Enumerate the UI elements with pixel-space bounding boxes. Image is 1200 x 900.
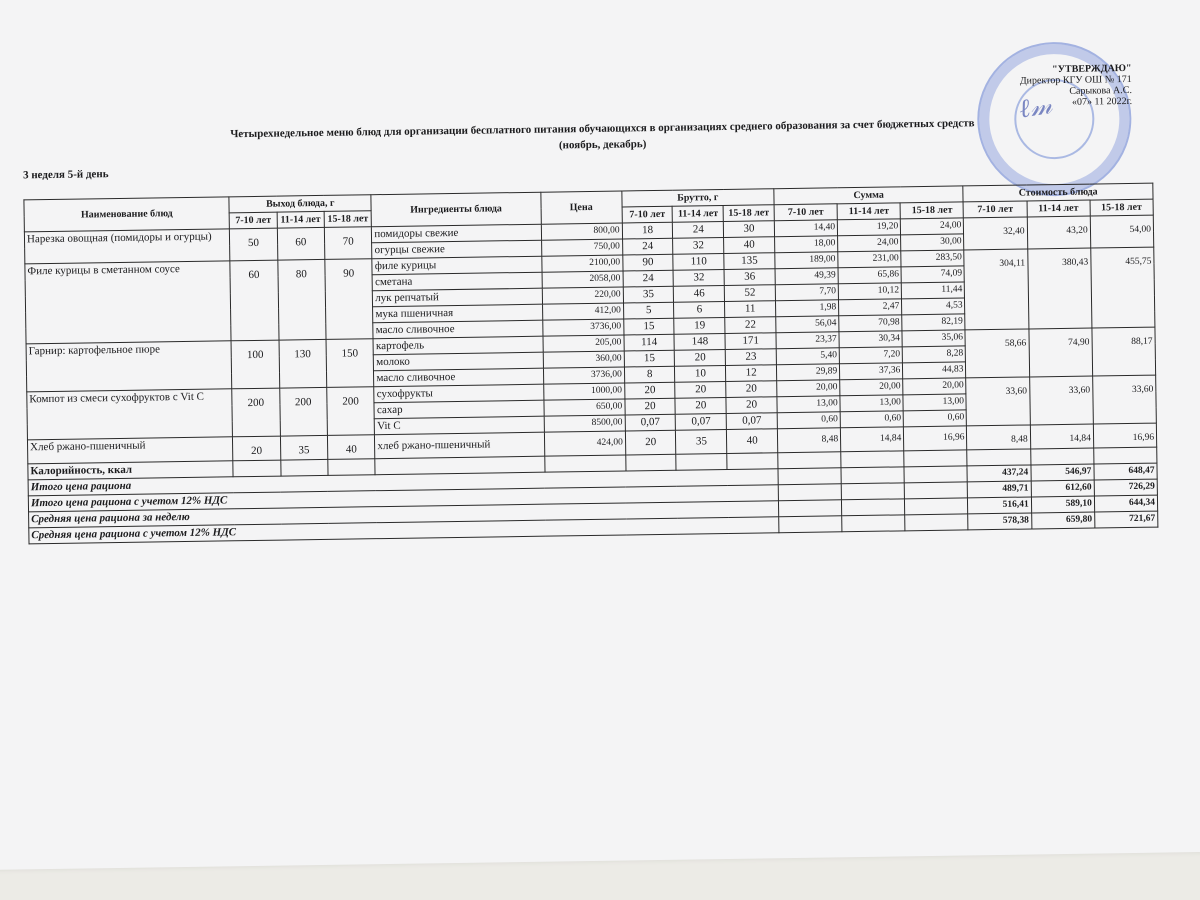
- ingredient-sum: 82,19: [902, 314, 965, 331]
- ingredient-sum: 24,00: [838, 235, 901, 252]
- ingredient-sum: 0,60: [903, 410, 966, 427]
- ingredient-name: масло сливочное: [373, 320, 542, 339]
- ingredient-sum: 189,00: [775, 252, 838, 269]
- total-value: 721,67: [1094, 511, 1157, 528]
- ingredient-price: 412,00: [542, 303, 623, 320]
- empty-cell: [841, 467, 904, 484]
- ingredient-brutto: 135: [724, 253, 775, 270]
- title-line-2: (ноябрь, декабрь): [558, 138, 647, 152]
- ingredient-brutto: 148: [674, 333, 725, 350]
- dish-cost: 8,48: [967, 425, 1031, 450]
- approval-block: [972, 63, 1133, 109]
- ingredient-brutto: 8: [624, 366, 675, 383]
- ingredient-brutto: 20: [675, 349, 726, 366]
- ingredient-sum: 20,00: [903, 378, 966, 395]
- week-label: 3 неделя 5-й день: [22, 168, 109, 182]
- total-value: 648,47: [1094, 463, 1157, 480]
- header-age: 7-10 лет: [229, 212, 277, 229]
- calories-label: Калорийность, ккал: [28, 461, 233, 480]
- ingredient-sum: 8,28: [902, 346, 965, 363]
- ingredient-brutto: 52: [724, 285, 775, 302]
- total-label: Средняя цена рациона за неделю: [29, 501, 779, 528]
- table-body: [24, 215, 1158, 544]
- ingredient-brutto: 22: [725, 317, 776, 334]
- ingredient-brutto: 0,07: [676, 413, 727, 430]
- dish-yield: 100: [231, 340, 279, 389]
- total-value: 489,71: [968, 481, 1031, 498]
- empty-cell: [778, 500, 841, 517]
- ingredient-brutto: 24: [622, 238, 673, 255]
- ingredient-name: сухофрукты: [374, 384, 543, 403]
- header-age: 7-10 лет: [622, 206, 673, 223]
- dish-yield: 90: [325, 259, 374, 340]
- ingredient-brutto: 18: [622, 222, 673, 239]
- signature: ℓ𝓂: [1016, 90, 1055, 125]
- header-age: 7-10 лет: [774, 204, 837, 221]
- dish-yield: 200: [232, 388, 280, 437]
- dish-name: Гарнир: картофельное пюре: [26, 341, 232, 392]
- header-age: 15-18 лет: [324, 211, 372, 228]
- ingredient-price: 650,00: [543, 399, 624, 416]
- header-yield: Выход блюда, г: [229, 195, 371, 213]
- dish-cost: 14,84: [1030, 424, 1094, 449]
- ingredient-sum: 18,00: [775, 236, 838, 253]
- empty-cell: [779, 516, 842, 533]
- ingredient-name: лук репчатый: [373, 288, 542, 307]
- ingredient-brutto: 10: [675, 365, 726, 382]
- dish-cost: 58,66: [965, 329, 1029, 378]
- ingredient-price: 3736,00: [542, 319, 623, 336]
- dish-name: Нарезка овощная (помидоры и огурцы): [24, 229, 230, 264]
- ingredient-sum: 16,96: [904, 426, 968, 451]
- ingredient-sum: 30,00: [901, 234, 964, 251]
- ingredient-sum: 30,34: [839, 331, 902, 348]
- dish-yield: 70: [324, 227, 372, 260]
- ingredient-brutto: 36: [724, 269, 775, 286]
- ingredient-price: 8500,00: [544, 415, 625, 432]
- ingredient-sum: 5,40: [776, 348, 839, 365]
- empty-cell: [328, 459, 376, 476]
- empty-cell: [905, 514, 968, 531]
- dish-cost: 380,43: [1027, 248, 1091, 329]
- ingredient-brutto: 15: [623, 318, 674, 335]
- empty-cell: [778, 484, 841, 501]
- total-value: 726,29: [1094, 479, 1157, 496]
- empty-cell: [625, 454, 676, 471]
- total-value: 516,41: [968, 497, 1031, 514]
- ingredient-sum: 70,98: [839, 315, 902, 332]
- ingredient-brutto: 40: [724, 237, 775, 254]
- header-age: 15-18 лет: [900, 202, 963, 219]
- total-label: Средняя цена рациона с учетом 12% НДС: [29, 517, 779, 544]
- dish-name: Компот из смеси сухофруктов с Vit C: [27, 389, 233, 440]
- dish-yield: 130: [279, 339, 327, 388]
- header-dish: Наименование блюд: [24, 197, 230, 232]
- ingredient-brutto: 12: [726, 365, 777, 382]
- ingredient-brutto: 6: [674, 301, 725, 318]
- ingredient-price: 205,00: [543, 335, 624, 352]
- ingredient-brutto: 110: [673, 253, 724, 270]
- header-age: 15-18 лет: [723, 205, 774, 222]
- ingredient-sum: 0,60: [777, 412, 840, 429]
- header-cost: Стоимость блюда: [963, 183, 1153, 202]
- dish-name: Филе курицы в сметанном соусе: [25, 261, 231, 344]
- ingredient-brutto: 19: [674, 317, 725, 334]
- ingredient-name: помидоры свежие: [372, 224, 541, 243]
- ingredient-sum: 13,00: [903, 394, 966, 411]
- header-age: 11-14 лет: [1027, 200, 1090, 217]
- ingredient-brutto: 20: [624, 382, 675, 399]
- ingredient-price: 2100,00: [541, 255, 622, 272]
- ingredient-sum: 4,53: [902, 298, 965, 315]
- ingredient-brutto: 0,07: [625, 414, 676, 431]
- dish-cost: 33,60: [966, 377, 1030, 426]
- header-age: 15-18 лет: [1090, 199, 1153, 216]
- header-age: 11-14 лет: [277, 211, 325, 228]
- ingredient-brutto: 114: [624, 334, 675, 351]
- ingredient-brutto: 5: [623, 302, 674, 319]
- ingredient-price: 2058,00: [542, 271, 623, 288]
- ingredient-sum: 283,50: [901, 250, 964, 267]
- empty-cell: [904, 450, 967, 467]
- title-line-1: Четырехнедельное меню блюд для организации бесплатного питания обучающихся в организациях среднего образования за счет бюджетных средств: [230, 117, 975, 141]
- ingredient-brutto: 46: [674, 285, 725, 302]
- empty-cell: [905, 498, 968, 515]
- ingredient-price: 750,00: [541, 239, 622, 256]
- ingredient-brutto: 32: [673, 237, 724, 254]
- ingredient-brutto: 20: [625, 398, 676, 415]
- ingredient-sum: 0,60: [840, 411, 903, 428]
- ingredient-sum: 44,83: [903, 362, 966, 379]
- dish-yield: 200: [327, 387, 375, 436]
- ingredient-name: масло сливочное: [374, 368, 543, 387]
- dish-yield: 35: [280, 435, 328, 460]
- ingredient-sum: 56,04: [776, 316, 839, 333]
- ingredient-brutto: 23: [725, 349, 776, 366]
- total-value: 589,10: [1031, 496, 1094, 513]
- header-age: 7-10 лет: [964, 201, 1027, 218]
- total-value: 546,97: [1031, 464, 1094, 481]
- total-value: 578,38: [968, 513, 1031, 530]
- ingredient-sum: 13,00: [777, 396, 840, 413]
- approval-director: Директор КГУ ОШ № 171: [1019, 73, 1132, 87]
- dish-cost: 33,60: [1092, 375, 1156, 424]
- ingredient-name: огурцы свежие: [372, 240, 541, 259]
- ingredient-sum: 14,84: [841, 427, 905, 452]
- ingredient-brutto: 11: [725, 301, 776, 318]
- dish-cost: 455,75: [1091, 247, 1155, 328]
- ingredient-name: хлеб ржано-пшеничный: [375, 432, 545, 459]
- ingredient-name: филе курицы: [372, 256, 541, 275]
- dish-cost: 32,40: [964, 217, 1028, 250]
- ingredient-brutto: 35: [676, 429, 727, 454]
- ingredient-sum: 37,36: [840, 363, 903, 380]
- ingredient-brutto: 30: [724, 221, 775, 238]
- ingredient-sum: 7,20: [839, 347, 902, 364]
- ingredient-sum: 1,98: [775, 300, 838, 317]
- ingredient-price: 1000,00: [543, 383, 624, 400]
- ingredient-brutto: 15: [624, 350, 675, 367]
- ingredient-name: молоко: [374, 352, 543, 371]
- empty-cell: [905, 482, 968, 499]
- header-ingredients: Ингредиенты блюда: [371, 192, 541, 227]
- ingredient-sum: 7,70: [775, 284, 838, 301]
- ingredient-price: 3736,00: [543, 367, 624, 384]
- ingredient-brutto: 20: [675, 381, 726, 398]
- dish-cost: 33,60: [1029, 376, 1093, 425]
- empty-cell: [676, 453, 727, 470]
- ingredient-name: сметана: [372, 272, 541, 291]
- dish-yield: 20: [233, 436, 281, 461]
- ingredient-sum: 14,40: [774, 220, 837, 237]
- dish-cost: 88,17: [1092, 327, 1156, 376]
- ingredient-sum: 49,39: [775, 268, 838, 285]
- ingredient-sum: 29,89: [776, 364, 839, 381]
- total-label: Итого цена рациона: [28, 469, 778, 496]
- empty-cell: [842, 499, 905, 516]
- ingredient-brutto: 20: [625, 430, 676, 455]
- ingredient-sum: 74,09: [901, 266, 964, 283]
- empty-cell: [967, 449, 1030, 466]
- ingredient-sum: 20,00: [840, 379, 903, 396]
- total-value: 644,34: [1094, 495, 1157, 512]
- ingredient-name: Vit C: [375, 416, 544, 435]
- ingredient-brutto: 90: [623, 254, 674, 271]
- ingredient-sum: 231,00: [838, 251, 901, 268]
- ingredient-sum: 10,12: [838, 283, 901, 300]
- dish-yield: 60: [230, 260, 279, 341]
- header-brutto: Брутто, г: [622, 189, 774, 207]
- ingredient-brutto: 20: [726, 381, 777, 398]
- ingredient-name: мука пшеничная: [373, 304, 542, 323]
- header-sum: Сумма: [774, 186, 964, 205]
- empty-cell: [841, 451, 904, 468]
- ingredient-brutto: 40: [727, 429, 778, 454]
- header-price: Цена: [540, 191, 622, 224]
- total-value: 437,24: [967, 465, 1030, 482]
- ingredient-name: картофель: [373, 336, 542, 355]
- total-label: Итого цена рациона с учетом 12% НДС: [28, 485, 778, 512]
- menu-table: [23, 183, 1158, 545]
- dish-yield: 200: [279, 387, 327, 436]
- header-age: 11-14 лет: [673, 205, 724, 222]
- empty-cell: [841, 483, 904, 500]
- approval-title: "УТВЕРЖДАЮ": [1052, 62, 1132, 76]
- total-value: 659,80: [1031, 512, 1094, 529]
- ingredient-sum: 8,48: [777, 428, 841, 453]
- dish-yield: 50: [230, 228, 278, 261]
- ingredient-name: сахар: [374, 400, 543, 419]
- empty-cell: [1093, 447, 1156, 464]
- empty-cell: [727, 453, 778, 470]
- ingredient-sum: 35,06: [902, 330, 965, 347]
- empty-cell: [778, 452, 841, 469]
- approval-name: Сарыкова А.С.: [1069, 84, 1132, 97]
- ingredient-brutto: 35: [623, 286, 674, 303]
- ingredient-sum: 11,44: [902, 282, 965, 299]
- total-value: 612,60: [1031, 480, 1094, 497]
- dish-yield: 80: [277, 259, 326, 340]
- empty-cell: [233, 460, 281, 477]
- document-title: [192, 115, 1012, 159]
- ingredient-price: 424,00: [544, 431, 626, 456]
- empty-cell: [842, 515, 905, 532]
- dish-yield: 60: [277, 227, 325, 260]
- dish-cost: 304,11: [964, 249, 1028, 330]
- ingredient-sum: 23,37: [776, 332, 839, 349]
- approval-date: «07» 11 2022г.: [1071, 95, 1133, 108]
- dish-cost: 54,00: [1090, 215, 1154, 248]
- ingredient-brutto: 171: [725, 333, 776, 350]
- dish-name: Хлеб ржано-пшеничный: [27, 437, 233, 464]
- ingredient-brutto: 0,07: [726, 413, 777, 430]
- empty-cell: [544, 455, 625, 472]
- header-age: 11-14 лет: [837, 203, 900, 220]
- ingredient-sum: 65,86: [838, 267, 901, 284]
- dish-yield: 150: [326, 339, 374, 388]
- empty-cell: [1030, 448, 1093, 465]
- ingredient-brutto: 20: [675, 397, 726, 414]
- empty-cell: [280, 459, 328, 476]
- ingredient-brutto: 32: [673, 269, 724, 286]
- ingredient-sum: 2,47: [839, 299, 902, 316]
- ingredient-sum: 20,00: [777, 380, 840, 397]
- empty-cell: [778, 468, 841, 485]
- dish-cost: 16,96: [1093, 423, 1157, 448]
- empty-cell: [904, 466, 967, 483]
- ingredient-sum: 13,00: [840, 395, 903, 412]
- ingredient-sum: 19,20: [837, 219, 900, 236]
- dish-yield: 40: [327, 435, 375, 460]
- ingredient-price: 360,00: [543, 351, 624, 368]
- ingredient-sum: 24,00: [901, 218, 964, 235]
- dish-cost: 74,90: [1029, 328, 1093, 377]
- dish-cost: 43,20: [1027, 216, 1091, 249]
- ingredient-brutto: 20: [726, 397, 777, 414]
- ingredient-brutto: 24: [673, 221, 724, 238]
- ingredient-price: 220,00: [542, 287, 623, 304]
- ingredient-price: 800,00: [541, 223, 622, 240]
- ingredient-brutto: 24: [623, 270, 674, 287]
